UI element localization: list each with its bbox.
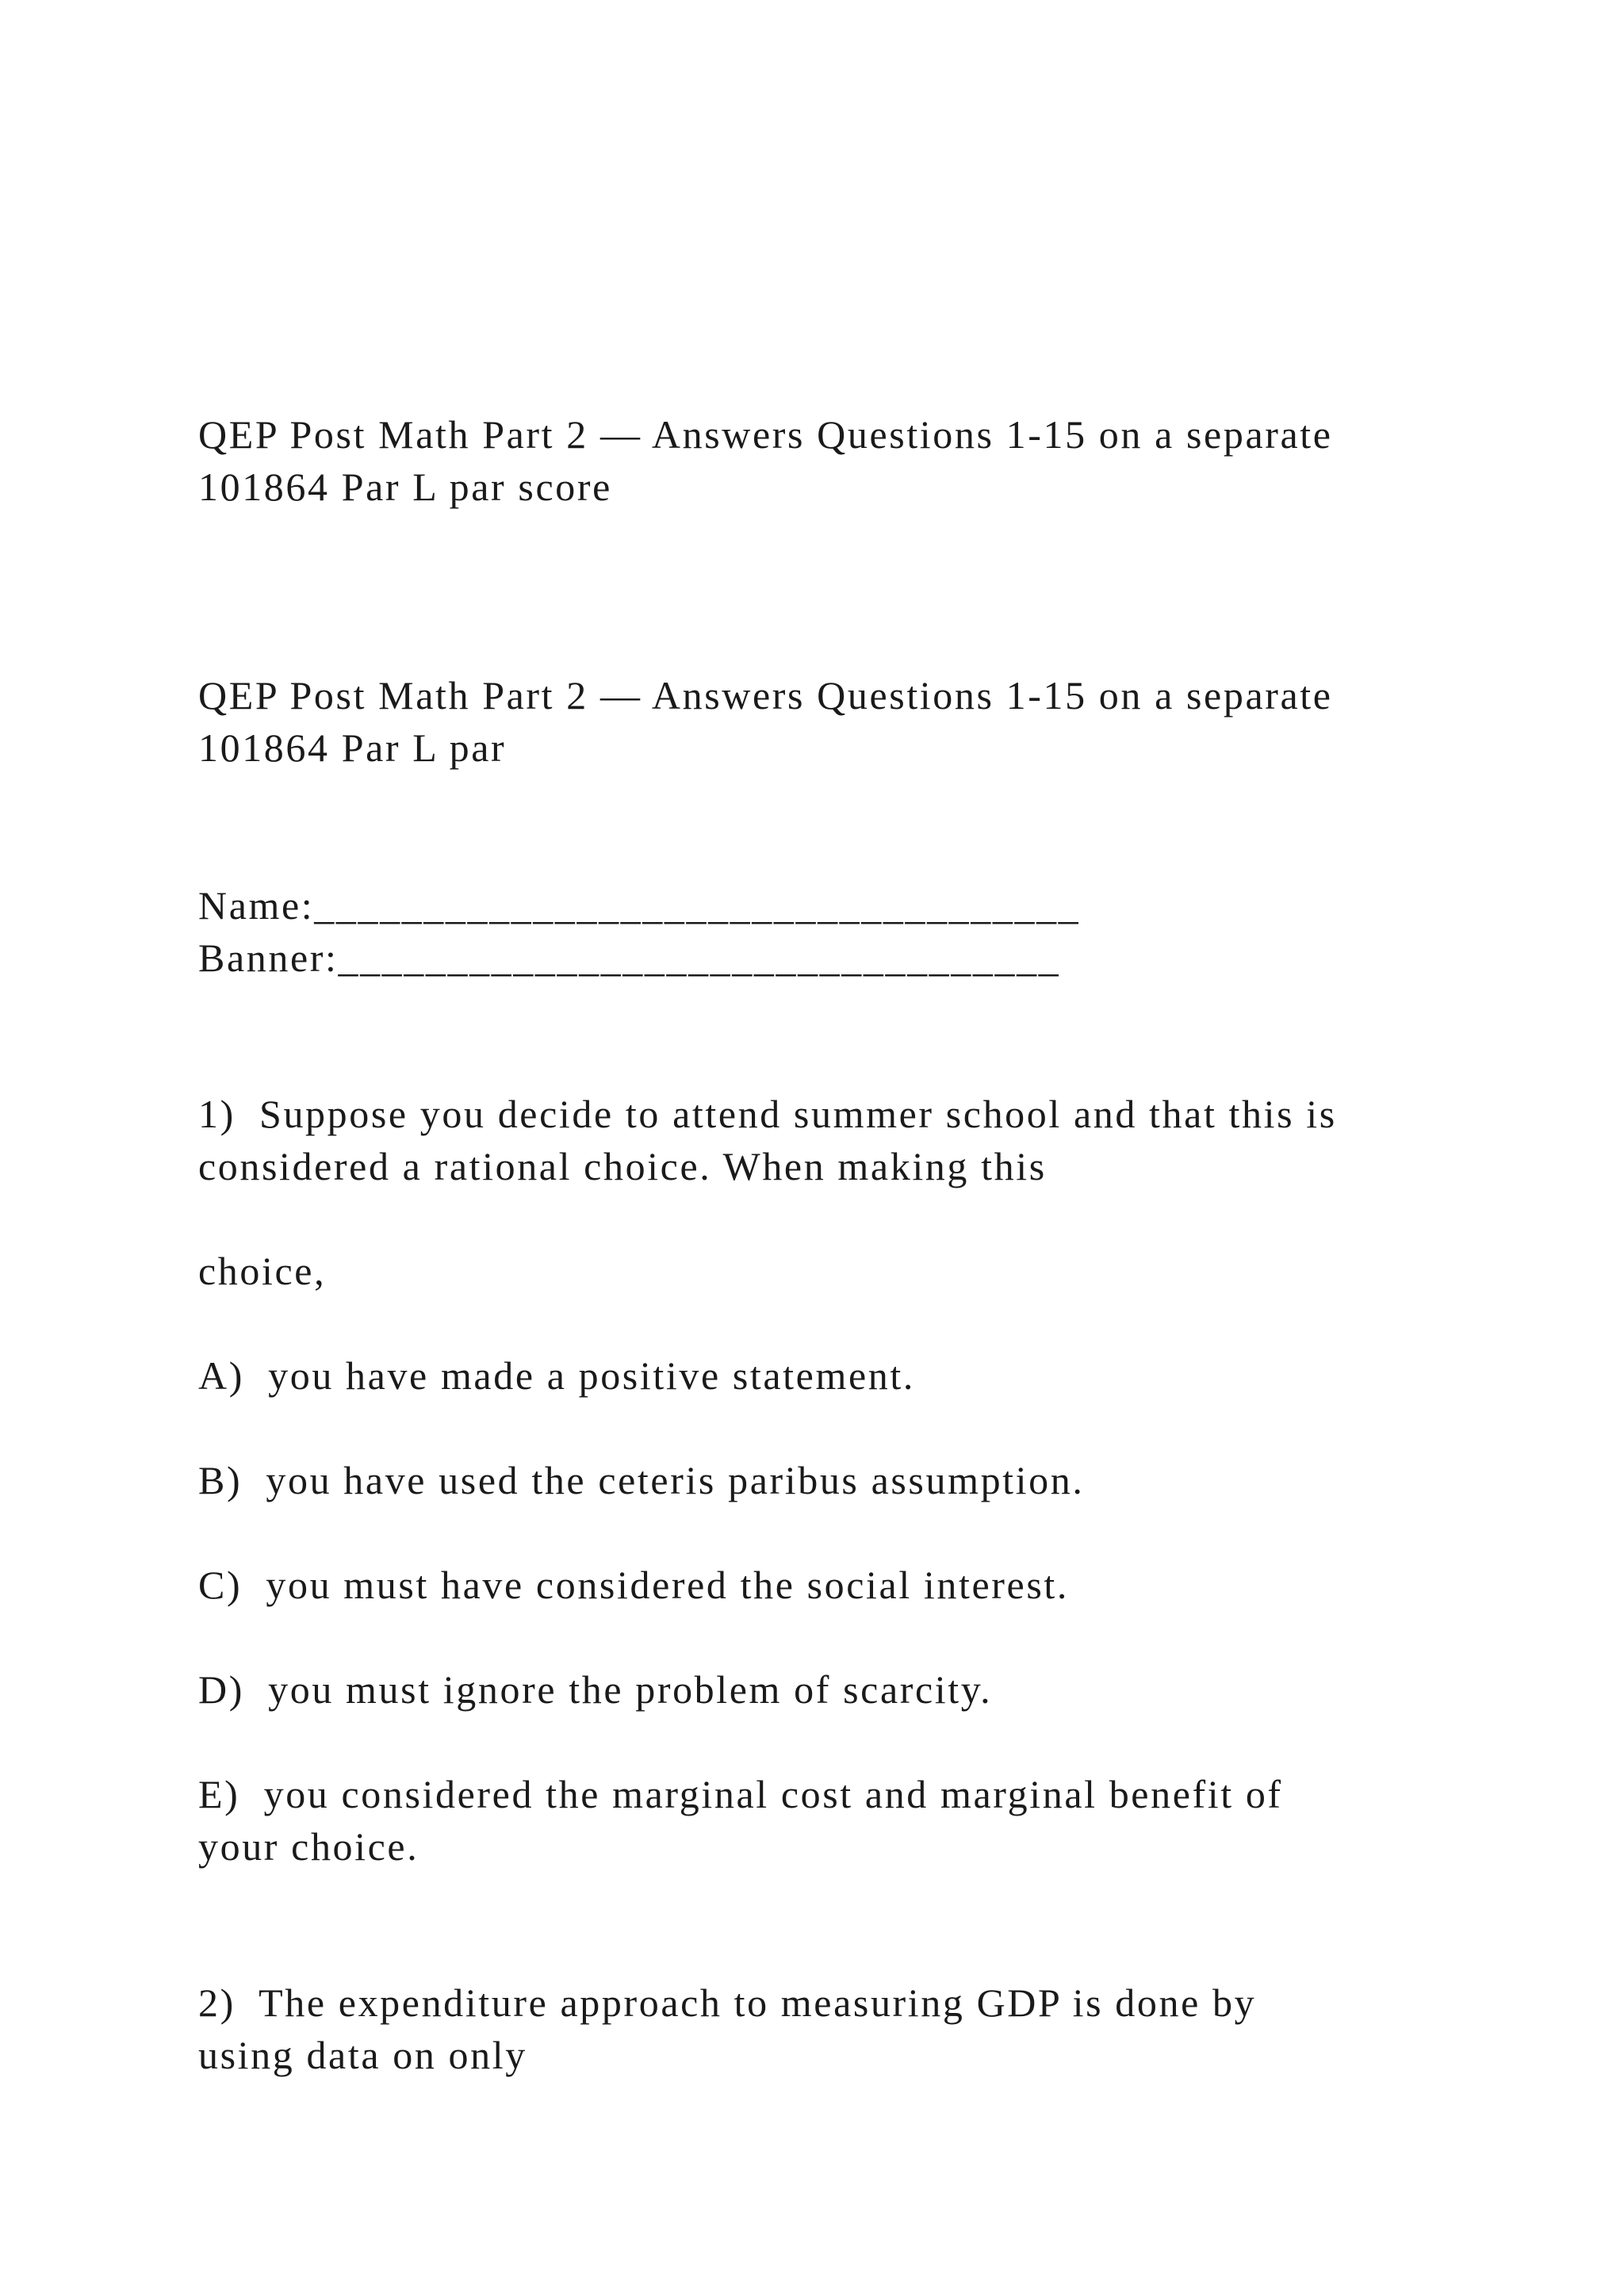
title-line-1: QEP Post Math Part 2 — Answers Questions 1-15 on a separate [198,412,1333,457]
question-1-option-c: C) you must have considered the social interest. [198,1563,1069,1607]
repeated-title-line-1: QEP Post Math Part 2 — Answers Questions 1-15 on a separate [198,673,1333,718]
question-1-option-e-line-2: your choice. [198,1824,419,1869]
question-1-option-e-line-1: E) you considered the marginal cost and marginal benefit of [198,1772,1283,1816]
question-1-stem-line-1: 1) Suppose you decide to attend summer school and that this is [198,1092,1337,1136]
question-1-stem-line-2: considered a rational choice. When making this [198,1144,1047,1188]
name-field: Name:___________________________________ [198,883,1081,928]
banner-field: Banner:_________________________________ [198,936,1061,980]
question-2-stem-line-2: using data on only [198,2033,527,2077]
question-2-stem-line-1: 2) The expenditure approach to measuring GDP is done by [198,1980,1257,2025]
repeated-title-line-2: 101864 Par L par [198,725,507,770]
question-1-stem-line-3: choice, [198,1249,327,1293]
question-1-option-a: A) you have made a positive statement. [198,1353,915,1398]
title-line-2: 101864 Par L par score [198,465,612,509]
question-1-option-b: B) you have used the ceteris paribus assumption. [198,1458,1085,1502]
question-1-option-d: D) you must ignore the problem of scarcity. [198,1667,993,1712]
